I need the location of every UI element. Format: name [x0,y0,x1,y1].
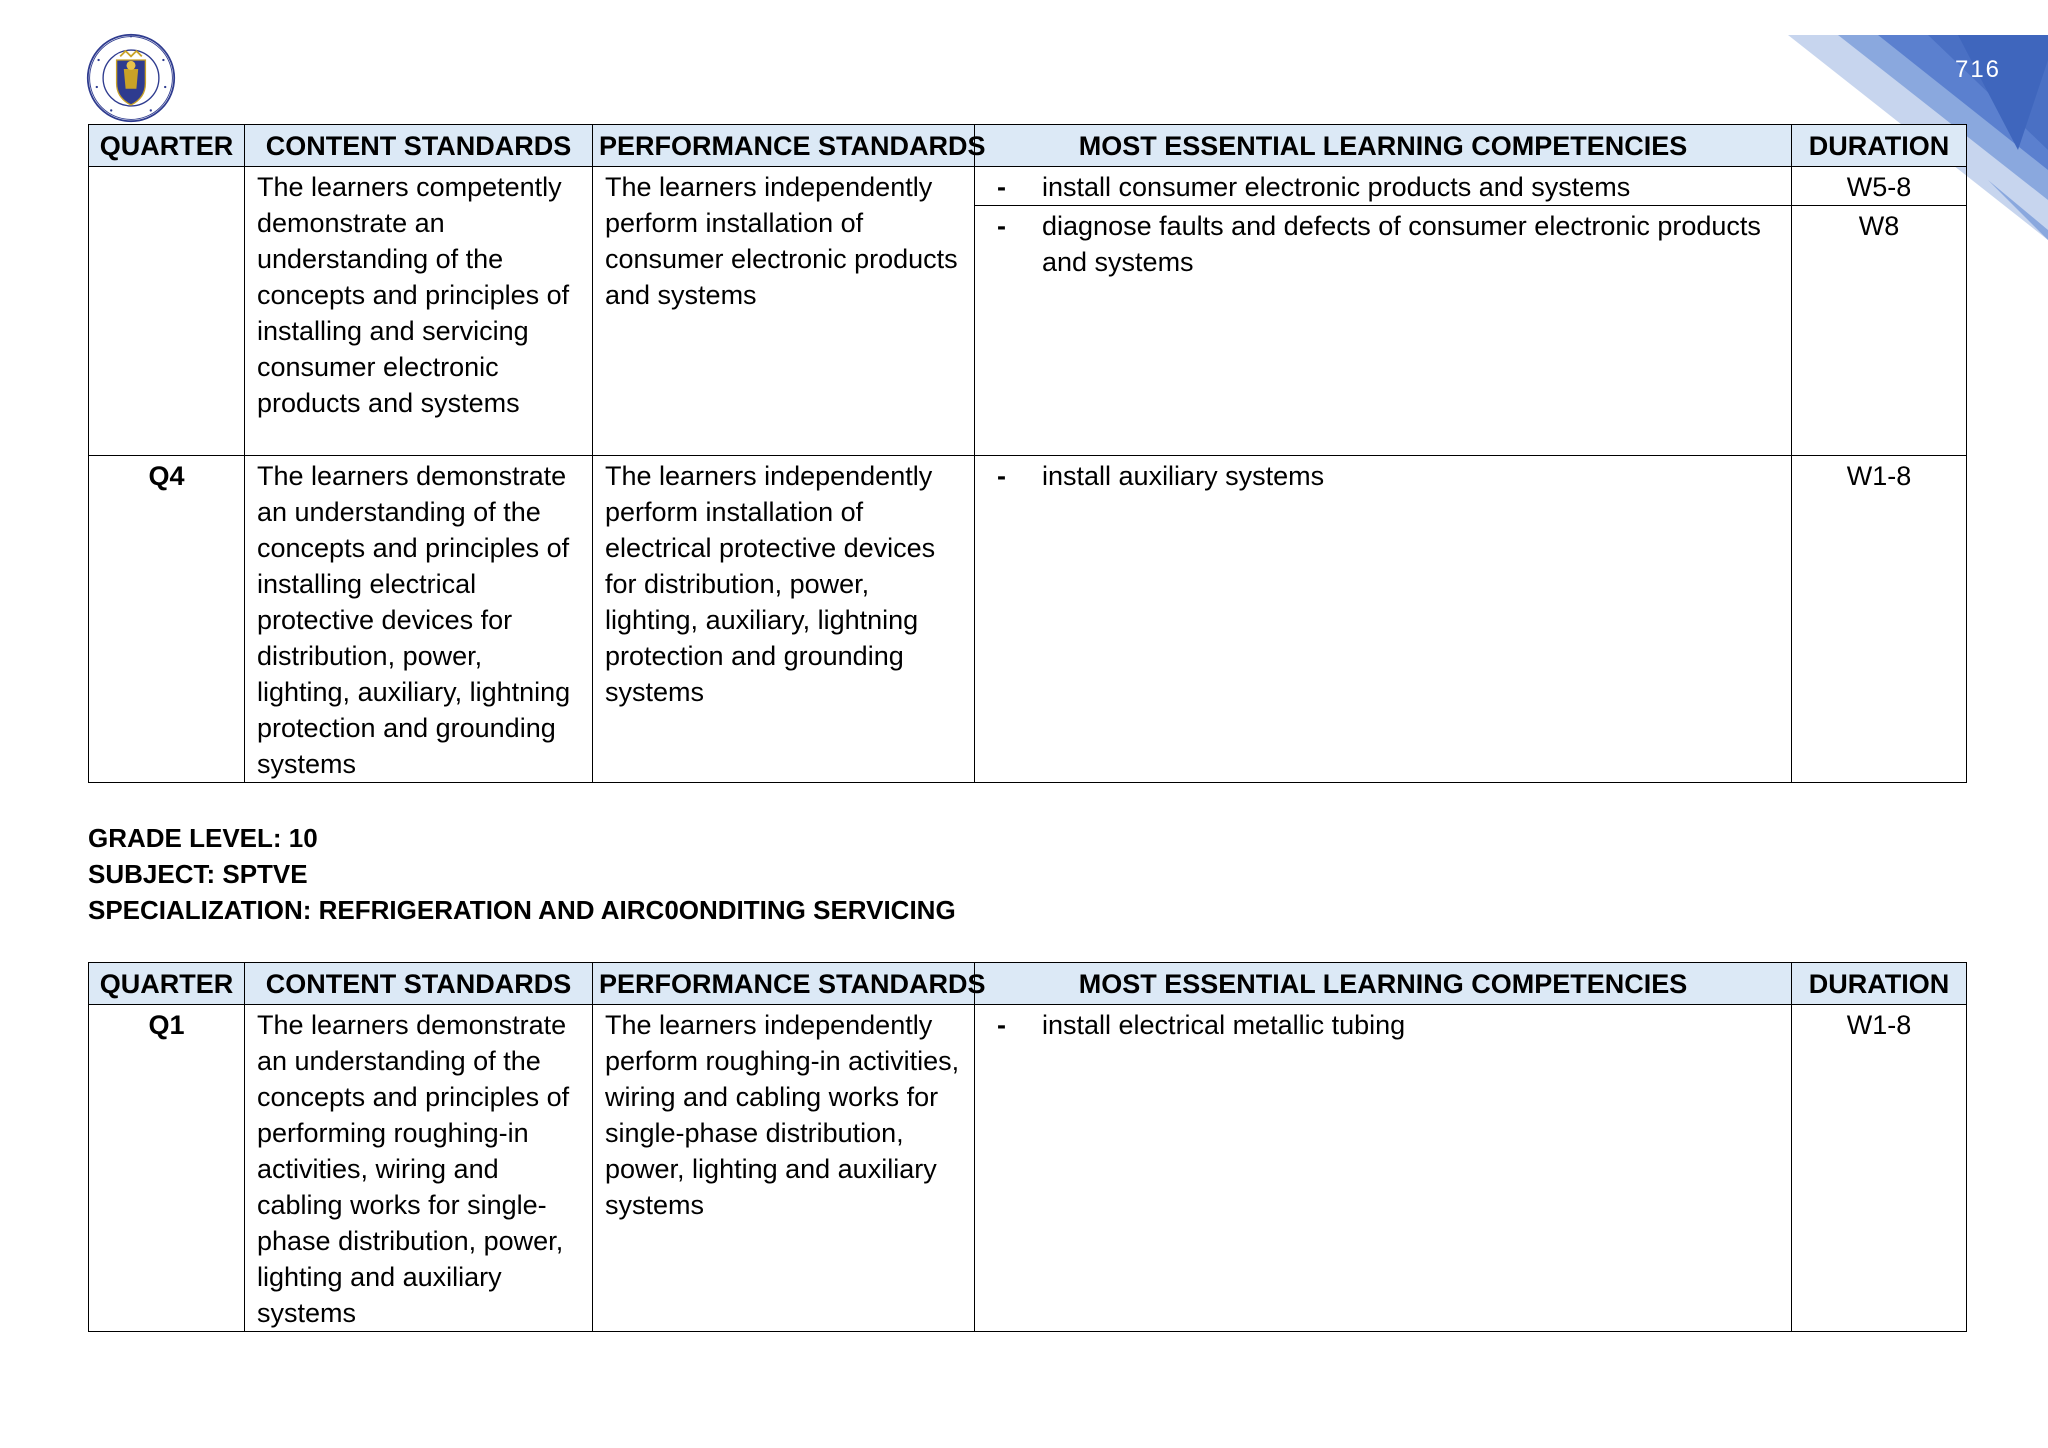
table-row [89,456,1967,783]
quarter-cell: Q4 [89,456,245,783]
quarter-cell [89,167,245,456]
duration-cell: W8 [1792,206,1967,456]
quarter-cell: Q1 [89,1005,245,1332]
bullet-dash: - [997,1010,1006,1040]
header-quarter: QUARTER [89,963,245,1005]
header-melc: MOST ESSENTIAL LEARNING COMPETENCIES [975,963,1792,1005]
competency-cell [975,206,1792,456]
competency-text: install auxiliary systems [1042,461,1325,491]
page-number: 716 [1954,56,2002,83]
curriculum-table-1 [88,124,1967,783]
header-content-standards: CONTENT STANDARDS [245,125,593,167]
table-row [89,167,1967,206]
curriculum-table-2 [88,962,1967,1332]
bullet-dash: - [997,211,1006,241]
header-duration: DURATION [1792,125,1967,167]
header-melc: MOST ESSENTIAL LEARNING COMPETENCIES [975,125,1792,167]
table-row [89,1005,1967,1332]
competency-cell [975,167,1792,206]
performance-standard-cell: The learners independently perform roughing-in activities, wiring and cabling works for single-phase distribution, power, lighting and auxiliary systems [593,1005,975,1332]
duration-cell: W5-8 [1792,167,1967,206]
header-quarter: QUARTER [89,125,245,167]
specialization-label: SPECIALIZATION: REFRIGERATION AND AIRC0ONDITING SERVICING [88,895,956,925]
performance-standard-cell: The learners independently perform installation of electrical protective devices for distribution, power, lighting, auxiliary, lightning protection and grounding systems [593,456,975,783]
content-standard-cell: The learners competently demonstrate an understanding of the concepts and principles of installing and servicing consumer electronic products and systems [245,167,593,456]
competency-text: install consumer electronic products and systems [1042,172,1631,202]
table-header-row [89,963,1967,1005]
content-standard-cell: The learners demonstrate an understanding of the concepts and principles of installing electrical protective devices for distribution, power, lighting, auxiliary, lightning protection and grounding systems [245,456,593,783]
duration-cell: W1-8 [1792,456,1967,783]
header-duration: DURATION [1792,963,1967,1005]
grade-level-label: GRADE LEVEL: 10 [88,823,318,853]
header-performance-standards: PERFORMANCE STANDARDS [593,125,975,167]
competency-text: install electrical metallic tubing [1042,1010,1406,1040]
table-header-row [89,125,1967,167]
competency-cell [975,456,1792,783]
content-standard-cell: The learners demonstrate an understanding of the concepts and principles of performing roughing-in activities, wiring and cabling works for single-phase distribution, power, lighting and auxiliary systems [245,1005,593,1332]
competency-text: diagnose faults and defects of consumer electronic products and systems [1042,211,1761,277]
bullet-dash: - [997,172,1006,202]
deped-seal-logo [86,33,176,123]
subject-label: SUBJECT: SPTVE [88,859,308,889]
bullet-dash: - [997,461,1006,491]
performance-standard-cell: The learners independently perform installation of consumer electronic products and systems [593,167,975,456]
header-performance-standards: PERFORMANCE STANDARDS [593,963,975,1005]
header-content-standards: CONTENT STANDARDS [245,963,593,1005]
duration-cell: W1-8 [1792,1005,1967,1332]
competency-cell [975,1005,1792,1332]
section-meta [88,820,956,928]
